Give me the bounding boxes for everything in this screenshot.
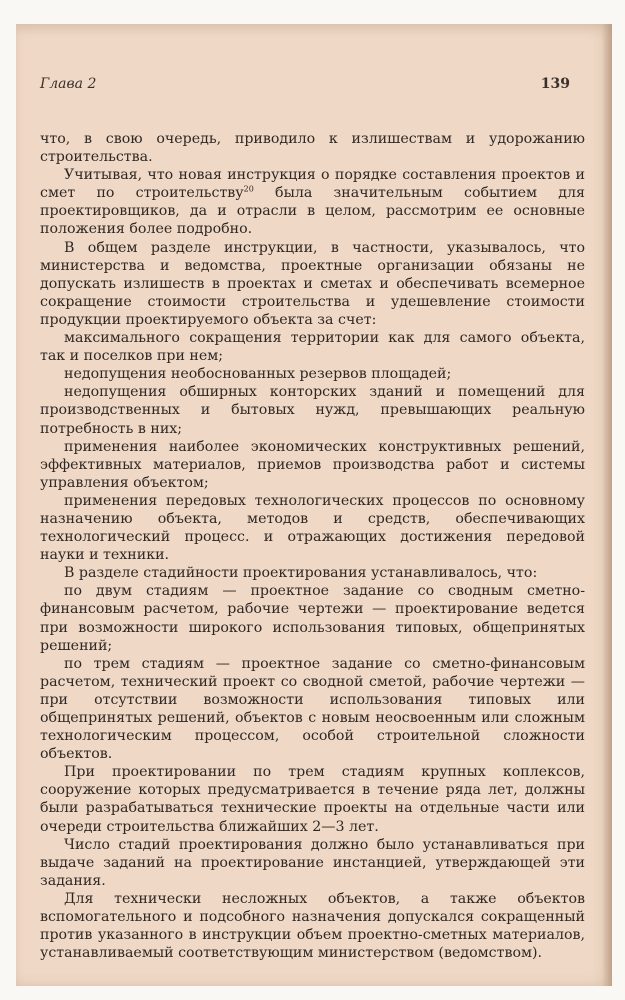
list-item: применения наиболее экономических конструктивных решений, эффективных материалов, приемов производства работ и системы управления объектом; bbox=[40, 438, 585, 491]
list-item: применения передовых технологических процессов по основному назначению объекта, методов и средств, обеспечивающих технологический процесс. и отражающих достижения передовой науки и техники. bbox=[40, 492, 585, 564]
paragraph: что, в свою очередь, приводило к излишествам и удорожанию строительства. bbox=[40, 131, 585, 166]
paragraph: В разделе стадийности проектирования устанавливалось, что: bbox=[64, 565, 538, 582]
page-number: 139 bbox=[540, 76, 570, 92]
running-header bbox=[40, 76, 570, 98]
list-item: недопущения необоснованных резервов площадей; bbox=[64, 366, 452, 383]
paragraph: В общем разделе инструкции, в частности, указывалось, что министерства и ведомства, проектные организации обязаны не допускать излишеств в проектах и сметах и обеспечивать всемерное сокращение стоимости строительства и удешевление стоимости продукции проектируемого объекта за счет: bbox=[40, 239, 585, 328]
paragraph: Для технически несложных объектов, а также объектов вспомогательного и подсобного назначения допускался сокращенный против указанного в инструкции объем проектно-сметных материалов, устанавливаемый соответствующим министерством (ведомством). bbox=[40, 890, 585, 962]
list-item: по трем стадиям — проектное задание со сметно-финансовым расчетом, технический проект со сводной сметой, рабочие чертежи — при отсутствии возможности использования типовых или общепринятых решений, объектов с новым неосвоенным или сложным технологическим процессом, особой строительной сложности объектов. bbox=[40, 655, 585, 763]
paragraph: Число стадий проектирования должно было устанавливаться при выдаче заданий на проектирование инстанцией, утверждающей эти задания. bbox=[40, 836, 585, 889]
list-item: максимального сокращения территории как для самого объекта, так и поселков при нем; bbox=[40, 330, 585, 365]
footnote-marker: 20 bbox=[243, 184, 254, 194]
list-item: по двум стадиям — проектное задание со сводным сметно-финансовым расчетом, рабочие чертежи — проектирование ведется при возможности широкого использования типовых, общепринятых решений; bbox=[40, 583, 585, 654]
paragraph: Учитывая, что новая инструкция о порядке составления проектов и смет по строительству$^{20}$ была значительным событием для проектировщиков, да и отрасли в целом, рассмотрим ее основные положения более подробно. bbox=[40, 167, 585, 238]
list-item: недопущения обширных конторских зданий и помещений для производственных и бытовых нужд, превышающих реальную потребность в них; bbox=[40, 384, 585, 437]
paragraph: При проектировании по трем стадиям крупных коплексов, сооружение которых предусматривается в течение ряда лет, должны были разрабатываться технические проекты на отдельные части или очереди строительства ближайших 2—3 лет. bbox=[40, 764, 585, 835]
page-body bbox=[40, 130, 585, 962]
chapter-title: Глава 2 bbox=[40, 76, 97, 92]
